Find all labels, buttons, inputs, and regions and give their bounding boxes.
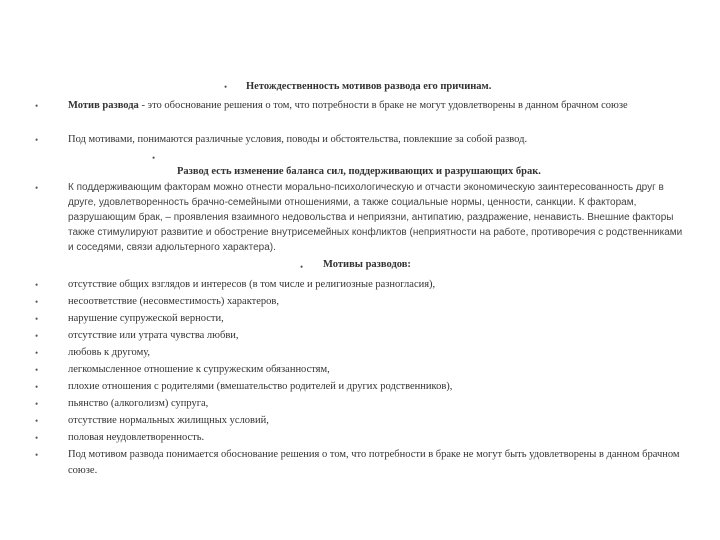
motive-item: плохие отношения с родителями (вмешательство родителей и других родственников),	[68, 381, 453, 392]
bullet: •	[300, 262, 304, 272]
motive-item: пьянство (алкоголизм) супруга,	[68, 398, 209, 409]
bullet: •	[35, 101, 39, 111]
bullet: •	[35, 416, 39, 426]
motive-item: отсутствие общих взглядов и интересов (в том числе и религиозные разногласия),	[68, 279, 436, 290]
definition-text: - это обоснование решения о том, что потребности в браке не могут удовлетворены в данном брачном союзе	[138, 100, 628, 111]
bullet: •	[152, 153, 156, 163]
motive-item: Под мотивом развода понимается обоснование решения о том, что потребности в браке не могут быть удовлетворены в данном брачном союзе.	[68, 449, 680, 476]
bullet: •	[35, 297, 39, 307]
motive-definition	[68, 98, 683, 114]
term: Мотив развода	[68, 100, 139, 111]
motive-item: несоответствие (несовместимость) характеров,	[68, 296, 279, 307]
motive-item: отсутствие или утрата чувства любви,	[68, 330, 239, 341]
bullet: •	[35, 183, 39, 193]
bullet: •	[35, 450, 39, 460]
bullet: •	[35, 348, 39, 358]
bullet: •	[35, 331, 39, 341]
heading-balance: Развод есть изменение баланса сил, поддерживающих и разрушающих брак.	[177, 166, 541, 177]
motive-item: половая неудовлетворенность.	[68, 432, 205, 443]
bullet: •	[35, 135, 39, 145]
bullet: •	[35, 365, 39, 375]
bullet: •	[35, 314, 39, 324]
bullet: •	[35, 382, 39, 392]
motives-explanation: Под мотивами, понимаются различные условия, поводы и обстоятельства, повлекшие за собой развод.	[68, 134, 528, 145]
factors-paragraph: К поддерживающим факторам можно отнести морально-психологическую и отчасти экономическую заинтересованность друг в друге, удовлетворенность брачно-семейными отношениями, а также социальные нормы, ценности, санкции. К факторам, разрушающим брак, – проявления взаимного недовольства и неприязни, антипатию, раздражение, ненависть. Внешние факторы также стимулируют развитие и обострение внутрисемейных конфликтов (неприятности на работе, противоречия с родственниками и соседями, связи адюльтерного характера).	[68, 182, 683, 253]
heading-motives: Мотивы разводов:	[323, 259, 411, 270]
motive-item: легкомысленное отношение к супружеским обязанностям,	[68, 364, 330, 375]
bullet: •	[224, 82, 228, 92]
bullet: •	[35, 399, 39, 409]
motive-item: любовь к другому,	[68, 347, 151, 358]
heading-non-identity: Нетождественность мотивов развода его причинам.	[246, 81, 492, 92]
motive-item: отсутствие нормальных жилищных условий,	[68, 415, 269, 426]
motive-item: нарушение супружеской верности,	[68, 313, 224, 324]
bullet: •	[35, 280, 39, 290]
bullet: •	[35, 433, 39, 443]
